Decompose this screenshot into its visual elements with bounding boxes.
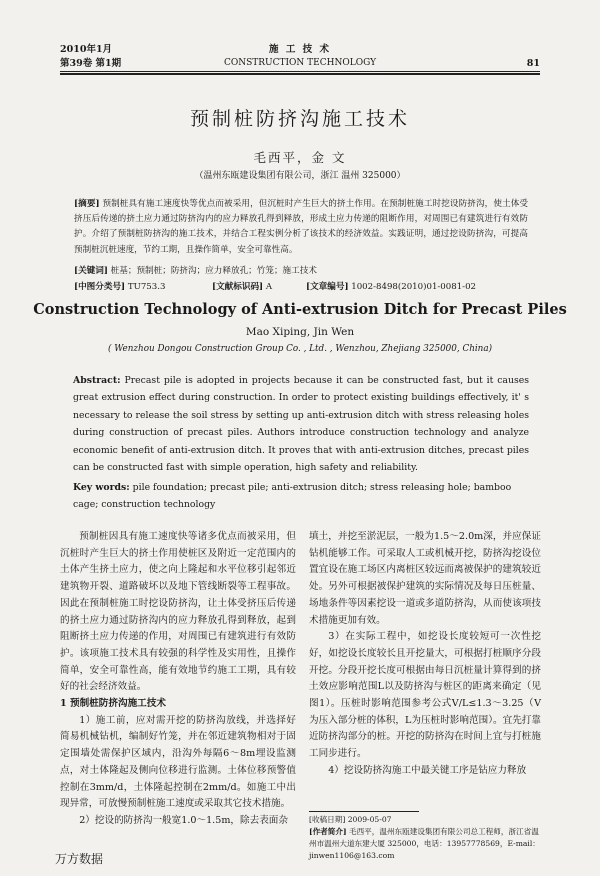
section-heading-1: 1 预制桩防挤沟施工技术 — [60, 698, 166, 710]
intro-paragraph: 预制桩因具有施工速度快等诸多优点而被采用，但沉桩时产生巨大的挤土作用使桩区及附近一定范围内的土体产生挤土应力，使之向上隆起和水平位移引起邻近建筑物开裂、道路破坏以及地下管线断裂等工程事故。因此在预制桩施工时挖设防挤沟，让土体受挤压后传递的挤土应力通过防挤沟内的应力释放孔得到释放，起到阻断挤土应力传递的作用，对周围已有建筑进行有效防护。该项施工技术具有较强的科学性及实用性，且操作简单，安全可靠性高，能有效地节约施工工期，具有较好的社会经济效益。 — [60, 531, 296, 693]
abstract-en-text: Precast pile is adopted in projects because it can be constructed fast, but it causes great extrusion effect during construction. In order to protect existing buildings effectively, it' s necessary to release the soil stress by setting up anti-extrusion ditch with stress releasing holes during construction of precast piles. Authors introduce construction technology and analyze economic benefit of anti-extrusion ditch. It proves that with anti-extrusion ditches, precast piles can be constructed fast with simple operation, high safety and reliability. — [73, 375, 529, 474]
abstract-en-label: Abstract: — [73, 375, 121, 386]
keywords-en — [73, 479, 529, 514]
footnote — [309, 814, 541, 862]
abstract-en — [73, 372, 529, 476]
article-title-cn: 预制桩防挤沟施工技术 — [189, 108, 410, 130]
footnote-rule — [309, 811, 419, 812]
clc-label: [中图分类号] — [74, 282, 126, 292]
volume-issue: 第39卷 第1期 — [60, 58, 122, 69]
body-left-column — [60, 529, 296, 830]
paragraph-2-continued: 填土，并挖至淤泥层，一般为1.5～2.0m深，并应保证钻机能够工作。可采取人工或机械开挖，防挤沟挖设位置宜设在施工场区内离桩区较远而离被保护的建筑较近处。另外可根据被保护建筑的实际情况及每日压桩量、场地条件等因素挖设一道或多道防挤沟，从而使该项技术措施更加有效。 — [309, 531, 541, 626]
journal-name-en: CONSTRUCTION TECHNOLOGY — [223, 58, 377, 68]
keywords-en-text: pile foundation; precast pile; anti-extrusion ditch; stress releasing hole; bamboo cage; construction technology — [73, 482, 512, 511]
keywords-en-label: Key words: — [73, 482, 130, 493]
art-value: 1002-8498(2010)01-0081-02 — [351, 282, 477, 292]
wanfang-watermark: 万方数据 — [55, 852, 104, 866]
paragraph-2-start: 2）挖设的防挤沟一般宽1.0～1.5m，除去表面杂 — [79, 814, 288, 826]
paragraph-3: 3）在实际工程中，如挖设长度较短可一次性挖好，如挖设长度较长且开挖量大，可根据打桩顺序分段开挖。分段开挖长度可根据由每日沉桩量计算得到的挤土效应影响范围L以及防挤沟与桩区的距离来确定（见图1）。压桩时影响范围参考公式V/L≤1.3～3.25（V为压入部分桩的体积，L为压桩时影响范围）。宜先打靠近防挤沟部分的桩。开挖的防挤沟在时间上宜与打桩施工同步进行。 — [309, 631, 541, 760]
affiliation-en: ( Wenzhou Dongou Construction Group Co. , Ltd. , Wenzhou, Zhejiang 325000, China) — [107, 344, 493, 354]
art-label: [文章编号] — [306, 282, 349, 292]
keywords-cn-text: 桩基；预制桩；防挤沟；应力释放孔；竹笼；施工技术 — [110, 266, 317, 276]
page-number: 81 — [526, 58, 540, 69]
header-rule-thin — [60, 71, 540, 72]
paragraph-1: 1）施工前，应对需开挖的防挤沟放线，并选择好简易机械钻机，编制好竹笼，并在邻近建筑物相对于固定围墙处需保护区域内，沿沟外每隔6～8m埋设监测点，对土体隆起及侧向位移进行监测。土体位移预警值控制在3mm/d，土体隆起控制在2mm/d。如施工中出现异常，可放慢预制桩施工速度或采取其它技术措施。 — [60, 714, 296, 810]
issue-date: 2010年1月 — [60, 44, 113, 55]
body-right-column — [309, 529, 541, 780]
received-date: [收稿日期] 2009-05-07 — [309, 815, 392, 824]
bio-label: [作者简介] — [309, 827, 347, 836]
authors-en: Mao Xiping, Jin Wen — [245, 326, 355, 338]
journal-name-cn: 施 工 技 术 — [269, 44, 331, 55]
author-bio — [309, 826, 541, 862]
abstract-cn-text: 预制桩具有施工速度快等优点而被采用，但沉桩时产生巨大的挤土作用。在预制桩施工时挖设防挤沟，使土体受挤压后传递的挤土应力通过防挤沟内的应力释放孔得到释放，形成土应力传递的阻断作用，对周围已有建筑进行有效防护。介绍了预制桩防挤沟的施工技术，并结合工程实例分析了该技术的经济效益。实践证明，通过挖设防挤沟，可提高预制桩沉桩速度，节约工期，且操作简单，安全可靠性高。 — [74, 199, 528, 255]
abstract-cn-label: [摘要] — [74, 199, 100, 209]
abstract-cn — [74, 197, 528, 258]
doc-label: [文献标识码] — [212, 282, 264, 292]
clc-value: TU753.3 — [127, 282, 166, 292]
article-title-en: Construction Technology of Anti-extrusion Ditch for Precast Piles — [33, 301, 567, 318]
keywords-cn — [74, 264, 528, 278]
header-rule-thick — [60, 73, 540, 75]
affiliation-cn: （温州东瓯建设集团有限公司，浙江 温州 325000） — [194, 171, 406, 181]
doc-code — [212, 280, 272, 294]
keywords-cn-label: [关键词] — [74, 266, 108, 276]
authors-cn: 毛西平，金 文 — [253, 150, 347, 165]
article-number — [306, 280, 476, 294]
paragraph-4-start: 4）挖设防挤沟施工中最关键工序是钻应力释放 — [328, 764, 527, 776]
bio-text: 毛西平，温州东瓯建设集团有限公司总工程师，浙江省温州市温州大道东建大厦 325000，电话：13957778569，E-mail：jinwen1106@163.com — [309, 827, 540, 860]
doc-value: A — [265, 282, 273, 292]
clc-number — [74, 280, 165, 294]
